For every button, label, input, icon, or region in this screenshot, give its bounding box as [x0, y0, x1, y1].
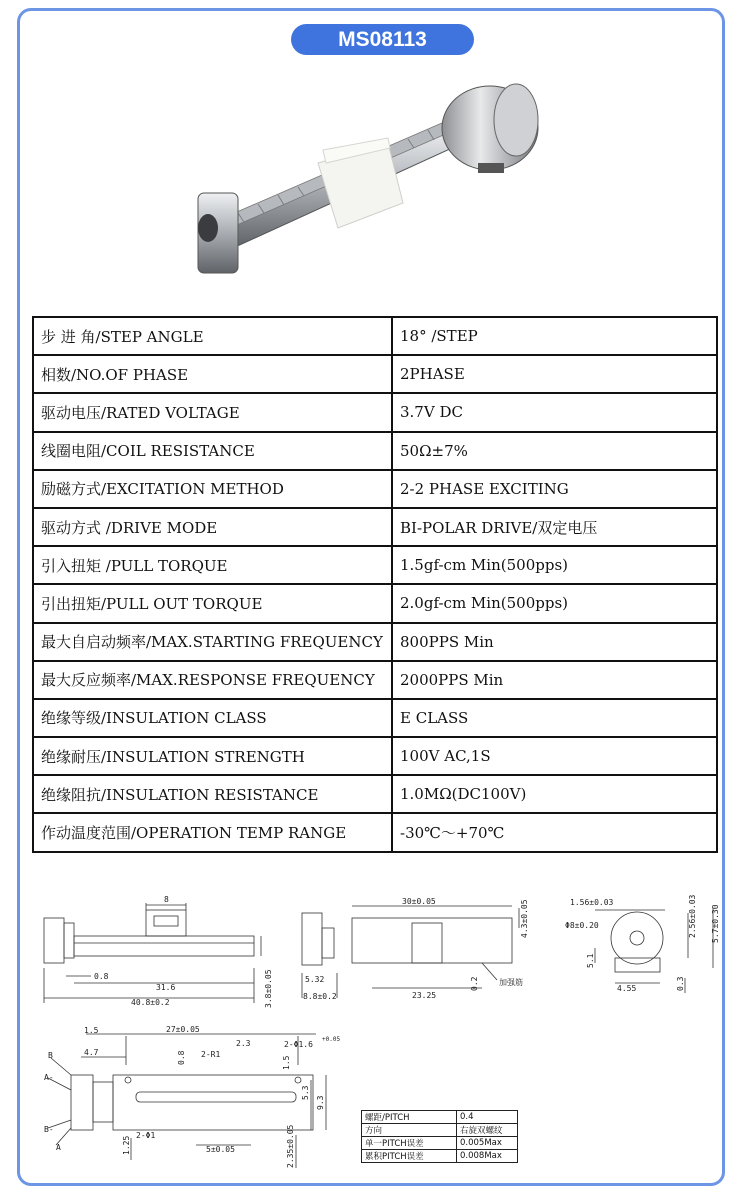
end-dim-5-7: 5.7±0.30 [711, 904, 720, 943]
bottom-view-drawing [36, 1020, 356, 1170]
side-dim-3-8: 3.8±0.05 [264, 969, 273, 1008]
spec-row [33, 317, 717, 355]
pitch-label: 方向 [362, 1124, 457, 1137]
bottom-dim-2-35: 2.35±0.05 [286, 1124, 295, 1168]
spec-value: 2000PPS Min [392, 661, 717, 699]
spec-key: 绝缘耐压/INSULATION STRENGTH [33, 737, 392, 775]
spec-row [33, 623, 717, 661]
spec-key: 线圈电阻/COIL RESISTANCE [33, 432, 392, 470]
spec-value: 50Ω±7% [392, 432, 717, 470]
bottom-dim-1-5a: 1.5 [84, 1026, 99, 1035]
spec-row [33, 432, 717, 470]
pitch-row [362, 1150, 518, 1163]
pin-label-b: B [48, 1051, 53, 1060]
side-dim-8: 8 [164, 895, 169, 904]
spec-value: 18° /STEP [392, 317, 717, 355]
spec-value: 1.0MΩ(DC100V) [392, 775, 717, 813]
spec-row [33, 393, 717, 431]
pin-label-b-minus: B- [44, 1125, 54, 1134]
pitch-row [362, 1137, 518, 1150]
pitch-value: 0.005Max [457, 1137, 518, 1150]
bottom-dim-1-5b: 1.5 [282, 1055, 291, 1070]
end-dim-0-3: 0.3 [676, 976, 685, 991]
front-dim-4-3: 4.3±0.05 [520, 899, 529, 938]
spec-value: -30℃～+70℃ [392, 813, 717, 851]
spec-value: 3.7V DC [392, 393, 717, 431]
spec-row [33, 470, 717, 508]
pin-label-a-minus: A- [44, 1073, 54, 1082]
pitch-label: 螺距/PITCH [362, 1111, 457, 1124]
stepper-motor-image [178, 68, 558, 286]
bottom-dim-2-phi1: 2-Φ1 [136, 1131, 156, 1140]
front-dim-8-8: 8.8±0.2 [303, 992, 337, 1001]
spec-key: 引出扭矩/PULL OUT TORQUE [33, 584, 392, 622]
bottom-dim-4-7: 4.7 [84, 1048, 99, 1057]
side-view-drawing [36, 888, 286, 1013]
end-dim-5-1: 5.1 [586, 953, 595, 968]
front-dim-30: 30±0.05 [402, 897, 436, 906]
spec-value: 800PPS Min [392, 623, 717, 661]
spec-value: 100V AC,1S [392, 737, 717, 775]
end-dim-phi8: Φ8±0.20 [565, 921, 599, 930]
pitch-label: 累积PITCH误差 [362, 1150, 457, 1163]
spec-row [33, 355, 717, 393]
front-dim-0-2: 0.2 [470, 976, 479, 991]
front-dim-23-25: 23.25 [412, 991, 437, 1000]
pitch-value: 0.008Max [457, 1150, 518, 1163]
specification-table [32, 316, 718, 853]
spec-row [33, 661, 717, 699]
bottom-dim-2-phi1-6: 2-Φ1.6 [284, 1040, 313, 1049]
spec-value: 2.0gf-cm Min(500pps) [392, 584, 717, 622]
end-dim-1-56: 1.56±0.03 [570, 898, 614, 907]
spec-value: 1.5gf-cm Min(500pps) [392, 546, 717, 584]
pitch-value: 右旋双螺纹 [457, 1124, 518, 1137]
front-view-drawing [297, 888, 542, 1013]
spec-row [33, 813, 717, 851]
spec-key: 励磁方式/EXCITATION METHOD [33, 470, 392, 508]
spec-key: 驱动电压/RATED VOLTAGE [33, 393, 392, 431]
bottom-dim-2-3: 2.3 [236, 1039, 251, 1048]
spec-row [33, 775, 717, 813]
bottom-dim-5: 5±0.05 [206, 1145, 235, 1154]
spec-key: 最大反应频率/MAX.RESPONSE FREQUENCY [33, 661, 392, 699]
spec-value: E CLASS [392, 699, 717, 737]
side-dim-0-8: 0.8 [94, 972, 109, 981]
spec-row [33, 508, 717, 546]
spec-key: 最大自启动频率/MAX.STARTING FREQUENCY [33, 623, 392, 661]
side-dim-40-8: 40.8±0.2 [131, 998, 170, 1007]
spec-value: 2PHASE [392, 355, 717, 393]
spec-value: BI-POLAR DRIVE/双定电压 [392, 508, 717, 546]
spec-key: 作动温度范围/OPERATION TEMP RANGE [33, 813, 392, 851]
spec-key: 驱动方式 /DRIVE MODE [33, 508, 392, 546]
spec-row [33, 699, 717, 737]
bottom-dim-0-8: 0.8 [177, 1050, 186, 1065]
pitch-label: 单一PITCH误差 [362, 1137, 457, 1150]
spec-row [33, 737, 717, 775]
pin-label-a: A [56, 1143, 61, 1152]
bottom-dim-2-r1: 2-R1 [201, 1050, 221, 1059]
pitch-row [362, 1111, 518, 1124]
bottom-dim-1-25: 1.25 [122, 1135, 131, 1155]
model-title-badge: MS08113 [291, 24, 474, 55]
spec-row [33, 584, 717, 622]
front-dim-5-32: 5.32 [305, 975, 325, 984]
bottom-dim-tol: +0.05 [322, 1036, 341, 1043]
spec-key: 相数/NO.OF PHASE [33, 355, 392, 393]
end-view-drawing [555, 888, 725, 998]
spec-key: 绝缘阻抗/INSULATION RESISTANCE [33, 775, 392, 813]
end-dim-4-55: 4.55 [617, 984, 637, 993]
bottom-dim-9-3: 9.3 [316, 1095, 325, 1110]
bottom-dim-5-3: 5.3 [301, 1085, 310, 1100]
front-rib-label: 加强筋 [499, 978, 523, 987]
spec-value: 2-2 PHASE EXCITING [392, 470, 717, 508]
side-dim-31-6: 31.6 [156, 983, 176, 992]
pitch-value: 0.4 [457, 1111, 518, 1124]
pitch-table [361, 1110, 518, 1163]
pitch-row [362, 1124, 518, 1137]
end-dim-2-56: 2.56±0.03 [688, 894, 697, 938]
spec-row [33, 546, 717, 584]
spec-key: 引入扭矩 /PULL TORQUE [33, 546, 392, 584]
spec-key: 步 进 角/STEP ANGLE [33, 317, 392, 355]
spec-key: 绝缘等级/INSULATION CLASS [33, 699, 392, 737]
bottom-dim-27: 27±0.05 [166, 1025, 200, 1034]
